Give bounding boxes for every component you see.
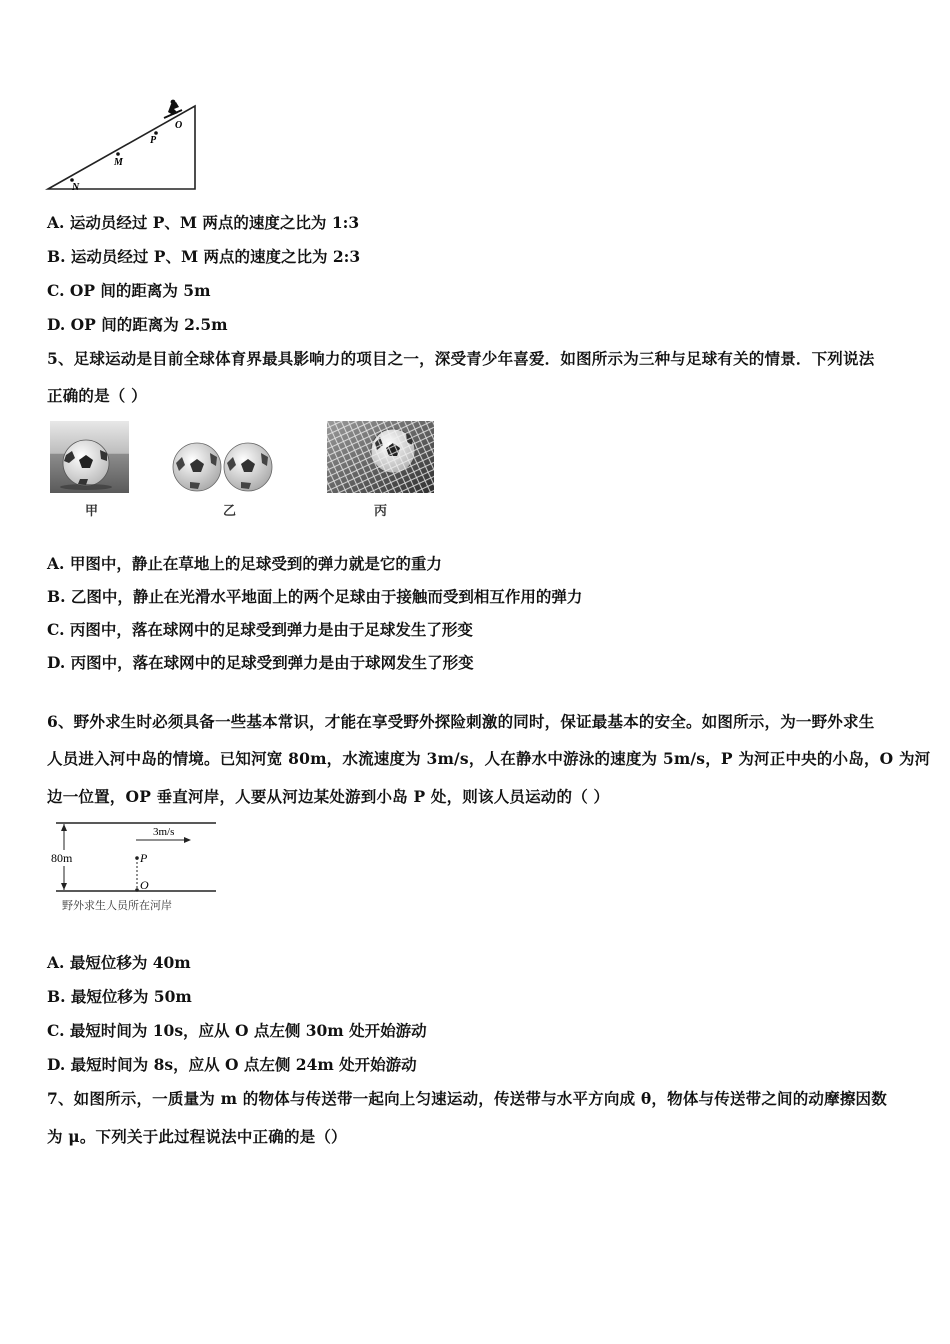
q4-option-b: B. 运动员经过 P、M 两点的速度之比为 2:3: [47, 247, 361, 266]
photo-ball-on-grass: [50, 421, 129, 493]
label-m: M: [114, 157, 123, 168]
q6-stem-line3: 边一位置，OP 垂直河岸，人要从河边某处游到小岛 P 处，则该人员运动的（ ）: [47, 787, 610, 806]
q6-option-c: C. 最短时间为 10s，应从 O 点左侧 30m 处开始游动: [47, 1021, 427, 1040]
label-n: N: [72, 182, 80, 193]
caption-bing: 丙: [374, 504, 388, 519]
q4-option-d: D. OP 间的距离为 2.5m: [47, 315, 228, 334]
q5-stem-line2: 正确的是（ ）: [47, 386, 147, 405]
q6-stem-line2: 人员进入河中岛的情境。已知河宽 80m，水流速度为 3m/s，人在静水中游泳的速度为 5m/s，P 为河正中央的小岛，O 为河: [47, 749, 931, 768]
current-speed-label: 3m/s: [153, 826, 175, 838]
q4-option-a: A. 运动员经过 P、M 两点的速度之比为 1:3: [47, 213, 360, 232]
q5-option-c: C. 丙图中，落在球网中的足球受到弹力是由于足球发生了形变: [47, 620, 473, 639]
q5-option-b: B. 乙图中，静止在光滑水平地面上的两个足球由于接触而受到相互作用的弹力: [47, 587, 583, 606]
photo-two-balls: [170, 441, 276, 493]
slope-figure: [40, 98, 205, 194]
q5-option-d: D. 丙图中，落在球网中的足球受到弹力是由于球网发生了形变: [47, 653, 474, 672]
caption-yi: 乙: [223, 504, 237, 519]
q5-stem-line1: 5、足球运动是目前全球体育界最具影响力的项目之一，深受青少年喜爱．如图所示为三种与足球有关的情景．下列说法: [47, 349, 875, 368]
q6-option-b: B. 最短位移为 50m: [47, 987, 192, 1006]
point-o-label: O: [140, 878, 149, 892]
island-p-label: P: [140, 851, 148, 865]
q6-option-d: D. 最短时间为 8s，应从 O 点左侧 24m 处开始游动: [47, 1055, 417, 1074]
bank-caption: 野外求生人员所在河岸: [62, 900, 172, 912]
photo-ball-in-net: [327, 421, 434, 493]
q7-stem-line2: 为 μ。下列关于此过程说法中正确的是（）: [47, 1127, 347, 1146]
label-o: O: [175, 120, 183, 131]
q5-option-a: A. 甲图中，静止在草地上的足球受到的弹力就是它的重力: [47, 554, 442, 573]
label-p: P: [150, 135, 157, 146]
q6-option-a: A. 最短位移为 40m: [47, 953, 191, 972]
q7-stem-line1: 7、如图所示，一质量为 m 的物体与传送带一起向上匀速运动，传送带与水平方向成 θ，物体与传送带之间的动摩擦因数: [47, 1089, 887, 1108]
q4-option-c: C. OP 间的距离为 5m: [47, 281, 211, 300]
q6-stem-line1: 6、野外求生时必须具备一些基本常识，才能在享受野外探险刺激的同时，保证最基本的安全。如图所示，为一野外求生: [47, 712, 875, 731]
river-figure: [46, 818, 221, 918]
river-width-label: 80m: [51, 851, 73, 865]
caption-jia: 甲: [85, 504, 99, 519]
